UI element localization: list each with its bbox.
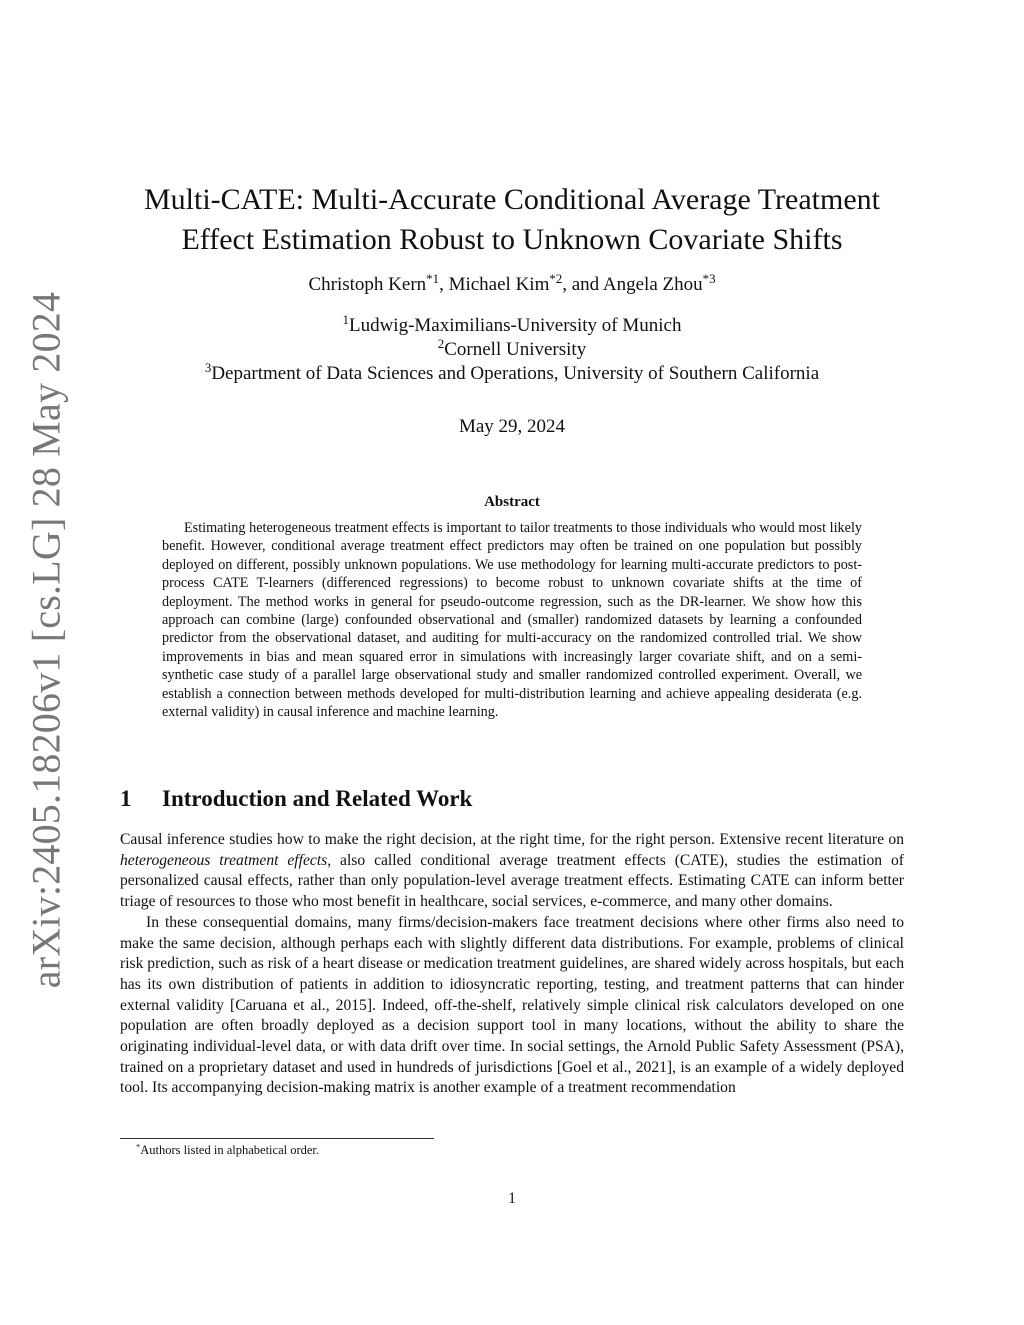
author-mark: *2: [549, 270, 563, 286]
paragraph-text: , also called conditional average treatment effects (CATE), studies the estimation of personalized causal effects, rather than only population-level average treatment effects. Estimating CATE can inform better triage of resources to those who most benefit in healthcare, social services, e-commerce, and many other domains.: [120, 851, 904, 911]
section-heading: [120, 786, 904, 812]
introduction-body: [120, 830, 904, 1099]
affiliation: [120, 335, 904, 362]
publication-date: May 29, 2024: [458, 416, 566, 437]
affiliation-list: [120, 311, 904, 386]
affiliation-mark: 1: [342, 311, 349, 327]
affiliation-name: Cornell University: [444, 339, 587, 360]
author-name: Michael Kim: [448, 274, 550, 295]
paper-title: Multi-CATE: Multi-Accurate Conditional Average Treatment Effect Estimation Robust to Unknown Covariate Shifts: [144, 183, 880, 256]
author-mark: *3: [702, 270, 716, 286]
paragraph-text: Causal inference studies how to make the right decision, at the right time, for the right person. Extensive recent literature on: [120, 831, 904, 848]
footnote-text: Authors listed in alphabetical order.: [140, 1143, 320, 1157]
paragraph: In these consequential domains, many firms/decision-makers face treatment decisions where other firms also need to make the same decision, although perhaps each with slightly different data distributions. For example, problems of clinical risk prediction, such as risk of a heart disease or medication treatment guidelines, are shared widely across hospitals, but each has its own distribution of patients in addition to idiosyncratic reporting, testing, and treatment patterns that can hinder external validity [Caruana et al., 2015]. Indeed, off-the-shelf, relatively simple clinical risk calculators developed on one population are often broadly deployed as a decision support tool in many locations, without the ability to share the originating individual-level data, or with data drift over time. In social settings, the Arnold Public Safety Assessment (PSA), trained on a proprietary dataset and used in hundreds of jurisdictions [Goel et al., 2021], is an example of a widely deployed tool. Its accompanying decision-making matrix is another example of a treatment recommendation: [120, 913, 904, 1097]
affiliation: [120, 359, 904, 386]
emphasized-term: heterogeneous treatment effects: [120, 851, 328, 869]
affiliation-mark: 3: [204, 359, 212, 375]
arxiv-identifier-stamp: arXiv:2405.18206v1 [cs.LG] 28 May 2024: [23, 291, 69, 989]
affiliation: [120, 311, 904, 338]
author-separator: , and: [562, 274, 603, 295]
affiliation-mark: 2: [437, 335, 445, 351]
footnote: [136, 1142, 836, 1158]
author-name: Angela Zhou: [602, 274, 703, 295]
footnote-mark: *: [136, 1141, 141, 1152]
author-name: Christoph Kern: [308, 274, 427, 295]
section-number: 1: [120, 786, 132, 811]
abstract-body: Estimating heterogeneous treatment effects is important to tailor treatments to those individuals who would most likely benefit. However, conditional average treatment effect predictors may often be trained on one population but possibly deployed on different, possibly unknown populations. We use methodology for learning multi-accurate predictors to post-process CATE T-learners (differenced regressions) to become robust to unknown covariate shifts at the time of deployment. The method works in general for pseudo-outcome regression, such as the DR-learner. We show how this approach can combine (large) confounded observational and (smaller) randomized datasets by learning a confounded predictor from the observational dataset, and auditing for multi-accuracy on the randomized controlled trial. We show improvements in bias and mean squared error in simulations with increasingly larger covariate shift, and on a semi-synthetic case study of a parallel large observational study and smaller randomized controlled experiment. Overall, we establish a connection between methods developed for multi-distribution learning and achieve appealing desiderata (e.g. external validity) in causal inference and machine learning.: [162, 520, 862, 721]
affiliation-name: Ludwig-Maximilians-University of Munich: [348, 315, 682, 336]
affiliation-name: Department of Data Sciences and Operations, University of Southern California: [211, 363, 820, 384]
author-list: [120, 270, 904, 297]
footnote-divider: [120, 1138, 434, 1139]
author-mark: *1: [426, 270, 440, 286]
abstract-heading: Abstract: [484, 494, 540, 510]
paragraph: [120, 830, 904, 913]
author-separator: ,: [439, 274, 449, 295]
section-title: Introduction and Related Work: [162, 786, 473, 811]
page-number: 1: [508, 1190, 516, 1207]
